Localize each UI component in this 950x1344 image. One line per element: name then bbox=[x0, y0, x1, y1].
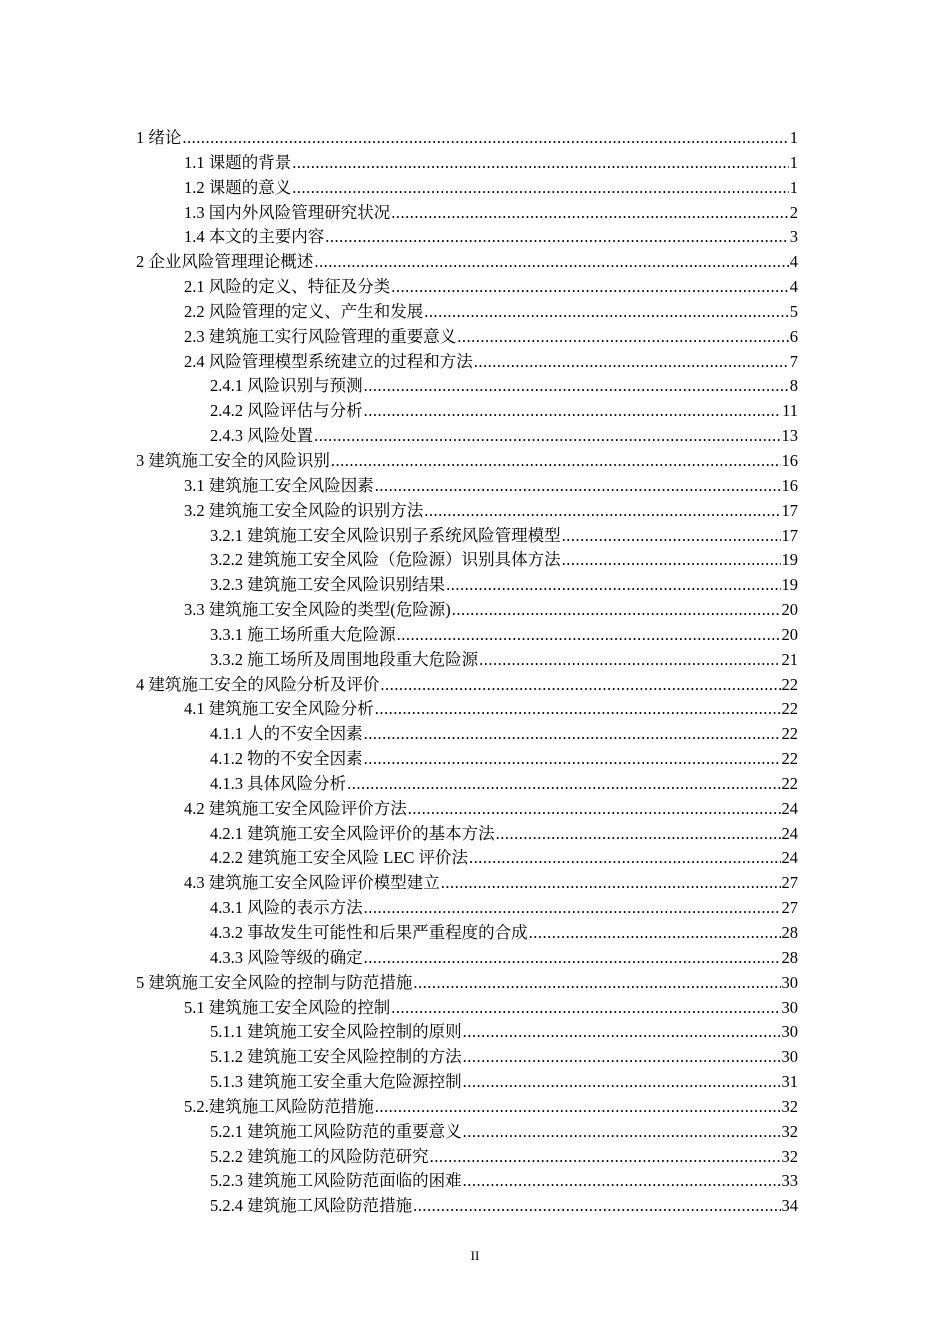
toc-entry[interactable] bbox=[136, 399, 798, 424]
toc-entry-page: 4 bbox=[789, 277, 798, 297]
toc-entry[interactable] bbox=[136, 871, 798, 896]
toc-entry-title: 5 建筑施工安全风险的控制与防范措施 bbox=[136, 972, 413, 992]
toc-dot-leader bbox=[347, 772, 780, 797]
toc-dot-leader bbox=[375, 474, 781, 499]
toc-entry-title: 5.1.2 建筑施工安全风险控制的方法 bbox=[210, 1047, 462, 1067]
toc-entry-title: 4.3 建筑施工安全风险评价模型建立 bbox=[184, 873, 440, 893]
toc-entry[interactable] bbox=[136, 797, 798, 822]
toc-dot-leader bbox=[496, 822, 781, 847]
toc-dot-leader bbox=[391, 275, 789, 300]
toc-entry-page: 13 bbox=[781, 426, 798, 446]
toc-entry-title: 4.1.1 人的不安全因素 bbox=[210, 724, 363, 744]
toc-entry[interactable] bbox=[136, 996, 798, 1021]
toc-entry-page: 17 bbox=[781, 500, 798, 520]
toc-dot-leader bbox=[292, 151, 789, 176]
toc-entry-title: 5.2.1 建筑施工风险防范的重要意义 bbox=[210, 1121, 462, 1141]
toc-dot-leader bbox=[529, 921, 781, 946]
toc-entry-page: 1 bbox=[789, 128, 798, 147]
toc-dot-leader bbox=[364, 722, 781, 747]
toc-entry[interactable] bbox=[136, 201, 798, 226]
toc-entry-page: 32 bbox=[781, 1121, 798, 1141]
toc-entry-title: 1.2 课题的意义 bbox=[184, 177, 292, 197]
toc-entry-title: 4.3.2 事故发生可能性和后果严重程度的合成 bbox=[210, 923, 528, 942]
toc-dot-leader bbox=[463, 1169, 781, 1194]
toc-entry-title: 2.1 风险的定义、特征及分类 bbox=[184, 277, 391, 297]
toc-dot-leader bbox=[364, 896, 781, 921]
toc-entry-page: 19 bbox=[781, 575, 798, 595]
toc-entry-page: 20 bbox=[781, 624, 798, 644]
toc-dot-leader bbox=[430, 1145, 781, 1170]
toc-entry[interactable] bbox=[136, 225, 798, 250]
toc-entry-title: 3.3 建筑施工安全风险的类型(危险源) bbox=[184, 600, 451, 620]
toc-entry-title: 4.1.3 具体风险分析 bbox=[210, 773, 347, 793]
toc-entry[interactable] bbox=[136, 374, 798, 399]
toc-entry-title: 4.3.1 风险的表示方法 bbox=[210, 898, 363, 918]
toc-dot-leader bbox=[562, 524, 781, 549]
toc-entry-title: 5.1 建筑施工安全风险的控制 bbox=[184, 997, 391, 1017]
toc-entry-title: 2.4 风险管理模型系统建立的过程和方法 bbox=[184, 351, 473, 371]
toc-entry[interactable] bbox=[136, 250, 798, 275]
toc-dot-leader bbox=[391, 201, 789, 226]
toc-entry-title: 3 建筑施工安全的风险识别 bbox=[136, 450, 330, 470]
toc-entry[interactable] bbox=[136, 1020, 798, 1045]
toc-entry-page: 24 bbox=[781, 848, 798, 868]
toc-entry-page: 16 bbox=[781, 450, 798, 470]
toc-entry-title: 2.4.1 风险识别与预测 bbox=[210, 376, 363, 396]
toc-entry[interactable] bbox=[136, 846, 798, 871]
toc-entry-page: 17 bbox=[781, 525, 798, 545]
toc-entry-page: 30 bbox=[781, 997, 798, 1017]
toc-entry-page: 34 bbox=[781, 1196, 798, 1216]
toc-entry-page: 19 bbox=[781, 550, 798, 570]
toc-entry[interactable] bbox=[136, 151, 798, 176]
toc-entry-page: 22 bbox=[781, 699, 798, 719]
toc-entry-page: 5 bbox=[789, 301, 798, 321]
toc-entry-title: 5.2.建筑施工风险防范措施 bbox=[184, 1096, 374, 1116]
toc-entry[interactable] bbox=[136, 673, 798, 698]
toc-entry-title: 2.2 风险管理的定义、产生和发展 bbox=[184, 301, 424, 321]
toc-entry-title: 1.3 国内外风险管理研究状况 bbox=[184, 202, 391, 222]
toc-entry[interactable] bbox=[136, 896, 798, 921]
toc-entry-page: 1 bbox=[789, 152, 798, 172]
toc-entry-page: 31 bbox=[781, 1072, 798, 1092]
toc-dot-leader bbox=[474, 350, 789, 375]
toc-dot-leader bbox=[413, 971, 780, 996]
toc-entry-title: 3.1 建筑施工安全风险因素 bbox=[184, 475, 374, 495]
toc-entry-page: 22 bbox=[781, 749, 798, 769]
toc-entry[interactable] bbox=[136, 1120, 798, 1145]
toc-dot-leader bbox=[408, 797, 781, 822]
toc-entry[interactable] bbox=[136, 524, 798, 549]
toc-entry-page: 7 bbox=[789, 351, 798, 371]
toc-entry-title: 2.4.3 风险处置 bbox=[210, 426, 314, 446]
toc-dot-leader bbox=[479, 648, 780, 673]
toc-entry-title: 5.2.4 建筑施工风险防范措施 bbox=[210, 1196, 413, 1216]
toc-entry-page: 33 bbox=[781, 1171, 798, 1191]
toc-entry-page: 27 bbox=[781, 873, 798, 893]
toc-dot-leader bbox=[364, 374, 789, 399]
toc-dot-leader bbox=[463, 1045, 781, 1070]
toc-entry-title: 3.2 建筑施工安全风险的识别方法 bbox=[184, 500, 424, 520]
toc-entry[interactable] bbox=[136, 275, 798, 300]
toc-entry[interactable] bbox=[136, 474, 798, 499]
toc-entry-page: 16 bbox=[781, 475, 798, 495]
toc-dot-leader bbox=[364, 399, 781, 424]
toc-entry-title: 4.3.3 风险等级的确定 bbox=[210, 947, 363, 967]
toc-entry-title: 4.1.2 物的不安全因素 bbox=[210, 749, 363, 769]
toc-entry-page: 8 bbox=[789, 376, 798, 396]
toc-entry[interactable] bbox=[136, 449, 798, 474]
toc-entry[interactable] bbox=[136, 921, 798, 946]
toc-entry[interactable] bbox=[136, 300, 798, 325]
toc-entry-page: 22 bbox=[781, 674, 798, 694]
toc-dot-leader bbox=[452, 598, 781, 623]
toc-dot-leader bbox=[292, 176, 789, 201]
toc-entry-page: 22 bbox=[781, 724, 798, 744]
toc-dot-leader bbox=[469, 846, 780, 871]
toc-dot-leader bbox=[314, 424, 780, 449]
toc-entry[interactable] bbox=[136, 946, 798, 971]
toc-entry-title: 3.2.1 建筑施工安全风险识别子系统风险管理模型 bbox=[210, 525, 561, 545]
toc-entry-title: 5.2.2 建筑施工的风险防范研究 bbox=[210, 1146, 429, 1166]
toc-entry[interactable] bbox=[136, 722, 798, 747]
toc-entry-page: 21 bbox=[781, 649, 798, 669]
toc-entry[interactable] bbox=[136, 424, 798, 449]
toc-dot-leader bbox=[463, 1070, 781, 1095]
toc-entry-page: 2 bbox=[789, 202, 798, 222]
toc-dot-leader bbox=[424, 300, 789, 325]
toc-dot-leader bbox=[441, 871, 781, 896]
toc-dot-leader bbox=[375, 697, 781, 722]
toc-entry[interactable] bbox=[136, 822, 798, 847]
toc-entry-title: 5.2.3 建筑施工风险防范面临的困难 bbox=[210, 1171, 462, 1191]
toc-dot-leader bbox=[413, 1194, 780, 1219]
toc-entry-title: 3.3.1 施工场所重大危险源 bbox=[210, 624, 396, 644]
toc-entry[interactable] bbox=[136, 350, 798, 375]
toc-entry-page: 4 bbox=[789, 252, 798, 272]
toc-entry-title: 1.1 课题的背景 bbox=[184, 152, 292, 172]
toc-dot-leader bbox=[314, 250, 788, 275]
toc-entry-title: 2.3 建筑施工实行风险管理的重要意义 bbox=[184, 326, 457, 346]
toc-entry-title: 4.1 建筑施工安全风险分析 bbox=[184, 699, 374, 719]
toc-entry-page: 30 bbox=[781, 972, 798, 992]
toc-entry[interactable] bbox=[136, 971, 798, 996]
toc-dot-leader bbox=[331, 449, 781, 474]
toc-entry-title: 4 建筑施工安全的风险分析及评价 bbox=[136, 674, 380, 694]
toc-entry[interactable] bbox=[136, 126, 798, 151]
toc-entry[interactable] bbox=[136, 1070, 798, 1095]
toc-entry-title: 5.1.1 建筑施工安全风险控制的原则 bbox=[210, 1022, 462, 1042]
toc-entry[interactable] bbox=[136, 1169, 798, 1194]
toc-entry-page: 20 bbox=[781, 600, 798, 620]
toc-entry[interactable] bbox=[136, 772, 798, 797]
toc-entry-page: 32 bbox=[781, 1096, 798, 1116]
toc-entry[interactable] bbox=[136, 573, 798, 598]
toc-entry[interactable] bbox=[136, 1095, 798, 1120]
toc-entry-title: 3.2.2 建筑施工安全风险（危险源）识别具体方法 bbox=[210, 550, 561, 570]
toc-entry-title: 2 企业风险管理理论概述 bbox=[136, 252, 314, 272]
toc-dot-leader bbox=[463, 1120, 781, 1145]
toc-dot-leader bbox=[380, 673, 780, 698]
toc-dot-leader bbox=[182, 126, 788, 151]
toc-entry-title: 3.2.3 建筑施工安全风险识别结果 bbox=[210, 575, 446, 595]
toc-dot-leader bbox=[397, 623, 781, 648]
toc-entry-page: 30 bbox=[781, 1047, 798, 1067]
toc-entry-page: 30 bbox=[781, 1022, 798, 1042]
toc-entry-page: 28 bbox=[781, 923, 798, 942]
toc-entry-title: 4.2.1 建筑施工安全风险评价的基本方法 bbox=[210, 823, 495, 843]
toc-entry[interactable] bbox=[136, 176, 798, 201]
toc-entry[interactable] bbox=[136, 1145, 798, 1170]
table-of-contents bbox=[136, 126, 798, 1219]
toc-entry-page: 3 bbox=[789, 227, 798, 247]
toc-dot-leader bbox=[463, 1020, 781, 1045]
toc-entry-title: 3.3.2 施工场所及周围地段重大危险源 bbox=[210, 649, 479, 669]
toc-entry-page: 28 bbox=[781, 947, 798, 967]
toc-entry-page: 27 bbox=[781, 898, 798, 918]
toc-entry-page: 1 bbox=[789, 177, 798, 197]
toc-dot-leader bbox=[375, 1095, 781, 1120]
toc-entry[interactable] bbox=[136, 598, 798, 623]
toc-entry-title: 4.2.2 建筑施工安全风险 LEC 评价法 bbox=[210, 848, 469, 868]
toc-dot-leader bbox=[446, 573, 780, 598]
toc-entry-title: 1.4 本文的主要内容 bbox=[184, 227, 325, 247]
toc-dot-leader bbox=[325, 225, 789, 250]
toc-entry-title: 1 绪论 bbox=[136, 128, 182, 147]
toc-entry[interactable] bbox=[136, 648, 798, 673]
page-number: II bbox=[470, 1248, 480, 1263]
toc-entry-title: 2.4.2 风险评估与分析 bbox=[210, 401, 363, 421]
toc-dot-leader bbox=[364, 946, 781, 971]
toc-entry-page: 32 bbox=[781, 1146, 798, 1166]
toc-entry-title: 5.1.3 建筑施工安全重大危险源控制 bbox=[210, 1072, 462, 1092]
toc-entry-page: 11 bbox=[782, 401, 798, 421]
toc-dot-leader bbox=[424, 499, 780, 524]
toc-entry[interactable] bbox=[136, 1194, 798, 1219]
toc-entry-page: 6 bbox=[789, 326, 798, 346]
toc-entry[interactable] bbox=[136, 747, 798, 772]
toc-entry[interactable] bbox=[136, 325, 798, 350]
toc-entry-page: 24 bbox=[781, 823, 798, 843]
toc-entry[interactable] bbox=[136, 623, 798, 648]
toc-dot-leader bbox=[562, 548, 781, 573]
toc-entry[interactable] bbox=[136, 499, 798, 524]
toc-entry[interactable] bbox=[136, 548, 798, 573]
toc-dot-leader bbox=[364, 747, 781, 772]
toc-dot-leader bbox=[391, 996, 780, 1021]
toc-entry-page: 22 bbox=[781, 773, 798, 793]
toc-entry-page: 24 bbox=[781, 798, 798, 818]
toc-dot-leader bbox=[457, 325, 789, 350]
toc-entry[interactable] bbox=[136, 1045, 798, 1070]
toc-entry-title: 4.2 建筑施工安全风险评价方法 bbox=[184, 798, 407, 818]
toc-entry[interactable] bbox=[136, 697, 798, 722]
